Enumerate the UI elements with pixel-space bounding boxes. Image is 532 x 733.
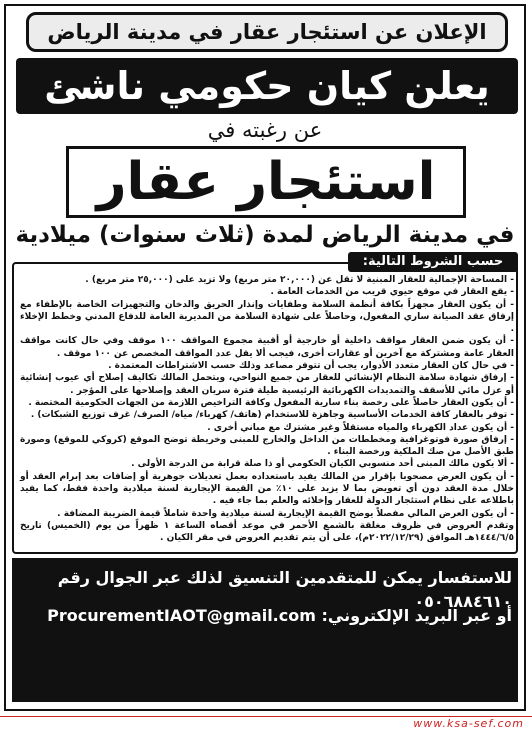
announcer-banner: يعلن كيان حكومي ناشئ <box>16 58 518 114</box>
condition-item: - توفر بالعقار كافة الخدمات الأساسية وجاهزة للاستخدام (هاتف/ كهرباء/ مياه/ الصرف/ غرف توزيع الشبكات) . <box>30 410 514 421</box>
condition-item: - أن يكون العرض مصحوبا بإقرار من المالك يفيد باستعداده بعمل تعديلات جوهرية أو إضافات بعد إبرام العقد أو خلال مدة العقد دون أي تعويض بما لا يزيد على ١٠٪ من القيمة الإيجارية لسنة ميلادية واحدة فقط، كما يفيد باطلاعه على نظام استئجار الدولة للعقار وإخلائه والعلم بما جاء فيه . <box>20 471 514 507</box>
condition-item: - ألا يكون مالك المبنى أحد منسوبي الكيان الحكومي أو ذا صلة قرابة من الدرجة الأولى . <box>131 459 514 470</box>
condition-item: - أن يكون العرض المالي مفصلاً يوضح القيمة الإيجارية لسنة ميلادية واحدة شاملاً قيمة الضريبة المضافة . <box>57 508 514 519</box>
condition-item: - أن يكون عداد الكهرباء والمياه مستقلاً وغير مشترك مع مباني أخرى . <box>207 422 514 433</box>
desire-line: عن رغبته في <box>207 118 323 142</box>
advertisement-frame <box>4 4 526 711</box>
condition-item: - المساحة الإجمالية للعقار المبنية لا تقل عن (٢٠,٠٠٠ متر مربع) ولا تزيد على (٢٥,٠٠٠ متر مربع) . <box>85 275 514 285</box>
condition-item: - إرفاق صورة فوتوغرافية ومخططات من الداخل والخارج للمبنى وخريطة توضح الموقع (كروكي للموقع) وصورة طبق الأصل من صك الملكية ورخصة البناء . <box>20 434 514 458</box>
condition-item: - أن يكون العقار مجهزاً بكافة أنظمة السلامة وطفايات وإنذار الحريق والدخان والتجهيزات الخاصة بالإطفاء مع إرفاق عقد الصيانة ساري المفعول، وحاصلاً على شهادة السلامة من المديرية العامة للدفاع المدني وخطط الإخلاء . <box>20 299 514 335</box>
condition-item: - في حال كان العقار متعدد الأدوار، يجب أن تتوفر مصاعد وذلك حسب الاشتراطات المعتمدة . <box>108 361 514 372</box>
headline-box: استئجار عقار <box>66 146 466 218</box>
conditions-list <box>20 274 514 545</box>
location-duration: في مدينة الرياض لمدة (ثلاث سنوات) ميلادية <box>15 222 515 248</box>
email-label: أو عبر البريد الإلكتروني: <box>321 606 512 625</box>
conditions-heading: حسب الشروط التالية: <box>348 252 518 272</box>
site-watermark: www.ksa-sef.com <box>413 717 524 730</box>
email-address[interactable]: ProcurementIAOT@gmail.com <box>47 606 316 625</box>
phone-number[interactable]: ٠٥٠٦٨٨٤٦١٠ <box>414 592 512 611</box>
condition-item: - أن يكون العقار حاصلاً على رخصة بناء سارية المفعول وكافة التراخيص اللازمة من الجهات الحكومية المختصة . <box>28 397 514 408</box>
inquiry-text: للاستفسار يمكن للمتقدمين التنسيق لذلك عبر الجوال رقم <box>57 568 512 587</box>
condition-item: - يقع العقار في موقع حيوي قريب من الخدمات العامة . <box>270 287 514 298</box>
condition-item: - أن يكون ضمن العقار مواقف داخلية أو خارجية أو أقبية مجموع المواقف ١٠٠ موقف وفي حال كانت مواقف العقار عامة ومشتركة مع آخرين أو عقارات أخرى، فيجب ألا يقل عدد المواقف المخصص عن ١٠٠ موقف . <box>20 336 514 359</box>
condition-item: - إرفاق شهادة سلامة النظام الإنشائي للعقار من جميع النواحي، ويتحمل المالك تكاليف إصلاح أي عيوب إنشائية أو عزل مائي للأسقف والتمديدات الكهربائية الرئيسية طيلة فترة سريان العقد وإصلاحها على المؤجر . <box>20 373 514 396</box>
submission-note: وتقدم العروض في ظروف مغلقة بالشمع الأحمر في موعد أقصاه الساعة ١ ظهراً من يوم (الخميس) تاريخ ١٤٤٤/٦/٥هـ الموافق (٢٠٢٢/١٢/٢٩م)، على أن يتم تقديم العروض في مقر الكيان . <box>20 520 514 544</box>
email-line <box>20 604 512 628</box>
ad-title: الإعلان عن استئجار عقار في مدينة الرياض <box>26 12 508 52</box>
